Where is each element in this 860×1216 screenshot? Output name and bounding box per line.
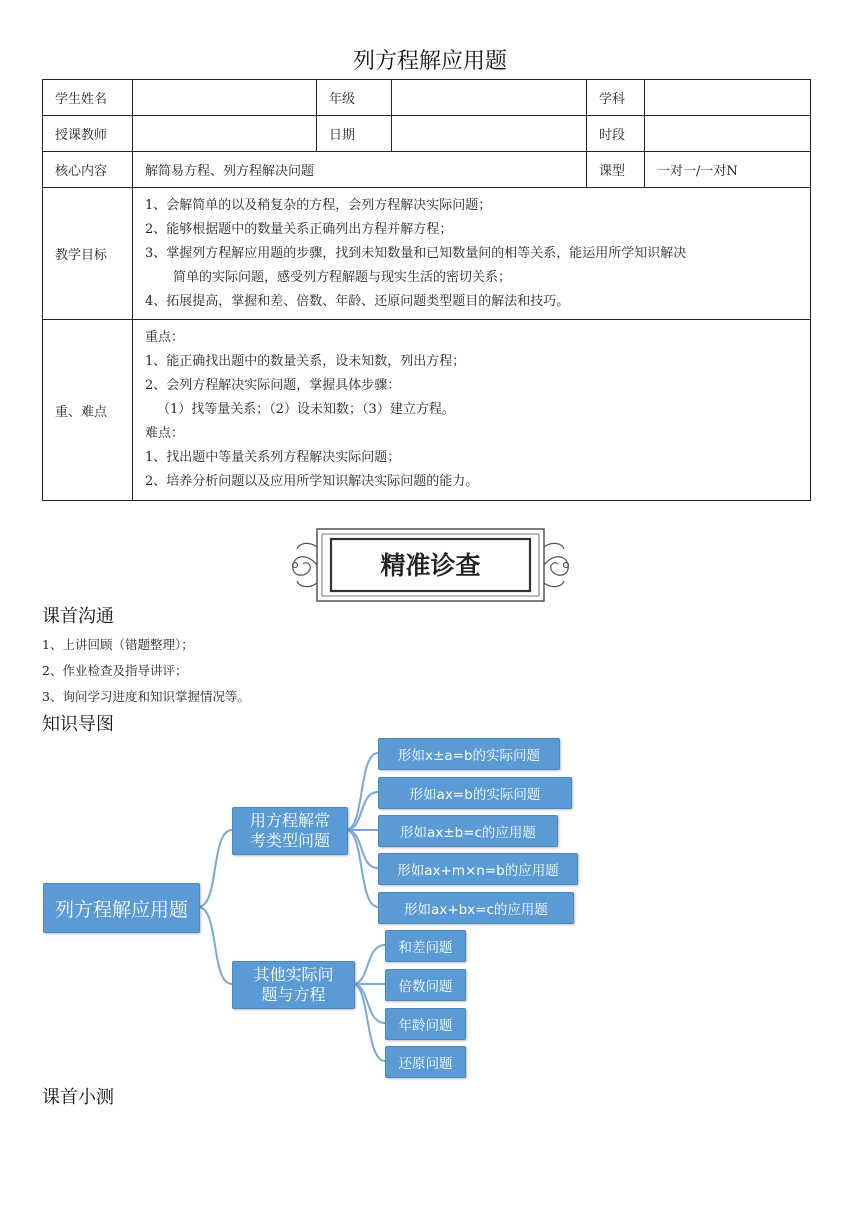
mindmap-leaf-node: 还原问题: [385, 1046, 466, 1078]
teacher-label: 授课教师: [43, 116, 133, 152]
mindmap-leaf-node: 形如ax+bx=c的应用题: [378, 892, 574, 924]
key-point-line: 2、培养分析问题以及应用所学知识解决实际问题的能力。: [145, 474, 479, 489]
list-item: 2、作业检查及指导讲评；: [42, 663, 188, 678]
banner-title: 精准诊查: [380, 551, 481, 580]
section-heading-communication: 课首沟通: [42, 606, 114, 627]
connector: [346, 792, 378, 830]
section-banner: [287, 527, 574, 603]
connector: [346, 830, 378, 907]
table-row: [43, 80, 811, 116]
student-name-label: 学生姓名: [43, 80, 133, 116]
key-point-line: 重点：: [145, 330, 185, 345]
lesson-info-table: [42, 79, 811, 501]
table-row: [43, 188, 811, 320]
key-point-line: 2、会列方程解决实际问题，掌握具体步骤：: [145, 378, 401, 393]
mindmap-branch-common-types: [232, 807, 348, 855]
table-row: [43, 152, 811, 188]
goal-line: 2、能够根据题中的数量关系正确列出方程并解方程；: [145, 221, 453, 237]
key-point-line: 难点：: [145, 426, 185, 441]
key-point-line: 1、能正确找出题中的数量关系，设未知数，列出方程；: [145, 354, 466, 369]
communication-list: [42, 632, 250, 710]
student-name-value: [133, 80, 317, 116]
page-title: 列方程解应用题: [352, 49, 507, 74]
branch-label-line: 其他实际问: [253, 965, 334, 984]
lesson-type-value: 一对一/一对N: [645, 152, 811, 188]
goal-line: 3、掌握列方程解应用题的步骤，找到未知数量和已知数量间的相等关系，能运用所学知识解决: [145, 245, 687, 261]
core-content-label: 核心内容: [43, 152, 133, 188]
connector: [198, 907, 232, 984]
mindmap-leaf-node: 年龄问题: [385, 1008, 466, 1040]
connector: [346, 753, 378, 830]
grade-label: 年级: [317, 80, 392, 116]
connector: [346, 830, 378, 868]
table-row: [43, 320, 811, 501]
goals-label: 教学目标: [43, 188, 133, 320]
date-label: 日期: [317, 116, 392, 152]
period-label: 时段: [587, 116, 645, 152]
goal-line: 简单的实际问题，感受列方程解题与现实生活的密切关系；: [173, 269, 512, 285]
branch-label-line: 用方程解常: [249, 811, 330, 830]
mindmap-leaf-node: 形如ax+m×n=b的应用题: [378, 853, 578, 885]
key-points-cell: [133, 320, 811, 501]
connector: [353, 945, 385, 984]
table-row: [43, 116, 811, 152]
grade-value: [392, 80, 587, 116]
core-content-value: 解简易方程、列方程解决问题: [133, 152, 587, 188]
mindmap-leaf-node: 倍数问题: [385, 969, 466, 1001]
branch-label-line: 考类型问题: [249, 831, 330, 850]
mindmap-branch-other-problems: [232, 961, 355, 1009]
key-point-line: 1、找出题中等量关系列方程解决实际问题；: [145, 450, 401, 465]
list-item: 1、上讲回顾（错题整理）；: [42, 637, 194, 652]
mindmap-leaf-node: 形如x±a=b的实际问题: [378, 738, 560, 770]
section-heading-mindmap: 知识导图: [42, 714, 114, 735]
key-point-line: （1）找等量关系；（2）设未知数；（3）建立方程。: [157, 402, 455, 417]
goal-line: 1、会解简单的以及稍复杂的方程，会列方程解决实际问题；: [145, 197, 492, 213]
ornament-left-icon: [293, 543, 318, 586]
subject-value: [645, 80, 811, 116]
list-item: 3、询问学习进度和知识掌握情况等。: [42, 689, 250, 704]
branch-label-line: 题与方程: [261, 985, 326, 1004]
teacher-value: [133, 116, 317, 152]
section-heading-quiz: 课首小测: [42, 1087, 114, 1108]
connector: [198, 830, 232, 907]
period-value: [645, 116, 811, 152]
mindmap-leaf-node: 形如ax±b=c的应用题: [378, 815, 558, 847]
mindmap-leaf-node: 和差问题: [385, 930, 466, 962]
lesson-type-label: 课型: [587, 152, 645, 188]
key-points-label: 重、难点: [43, 320, 133, 501]
date-value: [392, 116, 587, 152]
goal-line: 4、拓展提高，掌握和差、倍数、年龄、还原问题类型题目的解法和技巧。: [145, 293, 570, 309]
goals-cell: [133, 188, 811, 320]
subject-label: 学科: [587, 80, 645, 116]
ornament-right-icon: [544, 543, 569, 586]
connector: [353, 984, 385, 1023]
mindmap-root-node: 列方程解应用题: [43, 883, 200, 933]
mindmap-leaf-node: 形如ax=b的实际问题: [378, 777, 572, 809]
